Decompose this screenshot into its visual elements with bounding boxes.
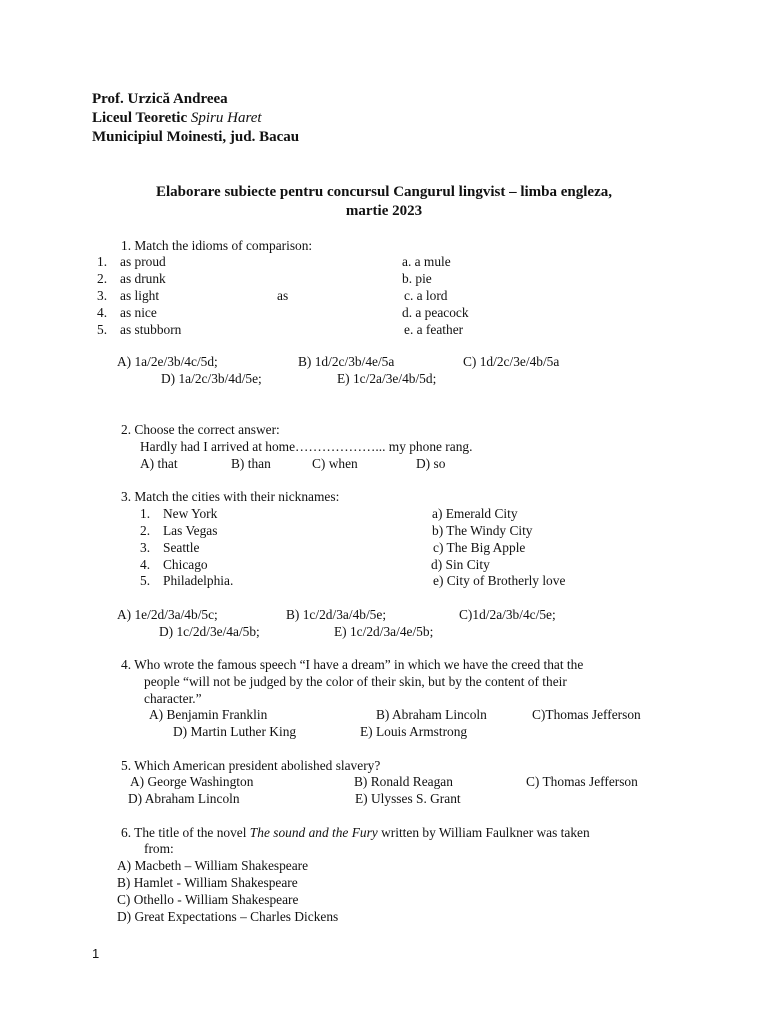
city-line: Municipiul Moinesti, jud. Bacau: [92, 129, 300, 145]
author-name: Prof. Urzică Andreea: [92, 91, 228, 107]
q5-prompt: 5. Which American president abolished slavery?: [121, 758, 381, 773]
q1-left-num: 2.: [97, 271, 108, 286]
q1-left-item: as drunk: [120, 271, 166, 286]
q4-option-d: D) Martin Luther King: [173, 724, 297, 739]
q1-answer-a: A) 1a/2e/3b/4c/5d;: [117, 354, 218, 369]
q1-left-num: 3.: [97, 288, 108, 303]
q5-option-d: D) Abraham Lincoln: [128, 791, 240, 806]
q3-left-num: 4.: [140, 557, 151, 572]
q1-prompt: 1. Match the idioms of comparison:: [121, 238, 313, 253]
q2-option-c: C) when: [312, 456, 358, 471]
q6-prompt: [121, 825, 590, 841]
q2-option-d: D) so: [416, 456, 446, 471]
q1-right-item: e. a feather: [404, 322, 464, 337]
q3-answer-b: B) 1c/2d/3a/4b/5e;: [286, 607, 387, 622]
q1-left-num: 1.: [97, 254, 108, 269]
q2-prompt: 2. Choose the correct answer:: [121, 422, 280, 437]
q5-option-a: A) George Washington: [130, 774, 254, 789]
q1-right-item: d. a peacock: [402, 305, 469, 320]
q2-sentence: Hardly had I arrived at home………………... my phone rang.: [140, 439, 473, 454]
q3-left-item: Seattle: [163, 540, 200, 555]
q6-option-a: A) Macbeth – William Shakespeare: [117, 858, 309, 873]
school-line: [92, 109, 262, 127]
q3-answer-d: D) 1c/2d/3e/4a/5b;: [159, 624, 260, 639]
q3-left-num: 5.: [140, 573, 151, 588]
q4-prompt-line: 4. Who wrote the famous speech “I have a dream” in which we have the creed that the: [121, 657, 584, 672]
q5-option-c: C) Thomas Jefferson: [526, 774, 638, 789]
q2-option-a: A) that: [140, 456, 178, 471]
q3-right-item: c) The Big Apple: [433, 540, 526, 555]
q3-right-item: a) Emerald City: [432, 506, 518, 521]
q1-answer-c: C) 1d/2c/3e/4b/5a: [463, 354, 560, 369]
q1-left-num: 4.: [97, 305, 108, 320]
q4-option-a: A) Benjamin Franklin: [149, 707, 268, 722]
q4-option-c: C)Thomas Jefferson: [532, 707, 641, 722]
q6-prompt-line2: from:: [144, 841, 174, 856]
q3-left-item: Las Vegas: [163, 523, 218, 538]
q2-option-b: B) than: [231, 456, 271, 471]
q1-right-item: c. a lord: [404, 288, 448, 303]
q3-prompt: 3. Match the cities with their nicknames:: [121, 489, 340, 504]
document-title-line1: Elaborare subiecte pentru concursul Cangurul lingvist – limba engleza,: [156, 184, 612, 200]
q3-left-num: 3.: [140, 540, 151, 555]
q1-right-item: b. pie: [402, 271, 432, 286]
q3-right-item: e) City of Brotherly love: [433, 573, 566, 588]
q4-prompt-line: people “will not be judged by the color of their skin, but by the content of their: [144, 674, 567, 689]
q1-answer-d: D) 1a/2c/3b/4d/5e;: [161, 371, 262, 386]
q4-prompt-line: character.”: [144, 691, 202, 706]
q4-option-e: E) Louis Armstrong: [360, 724, 468, 739]
q1-right-item: a. a mule: [402, 254, 451, 269]
q3-answer-c: C)1d/2a/3b/4c/5e;: [459, 607, 556, 622]
q3-left-num: 2.: [140, 523, 151, 538]
q1-left-item: as stubborn: [120, 322, 182, 337]
q1-left-item: as proud: [120, 254, 166, 269]
q1-left-num: 5.: [97, 322, 108, 337]
page-number: 1: [92, 946, 100, 961]
q5-option-b: B) Ronald Reagan: [354, 774, 453, 789]
q3-left-num: 1.: [140, 506, 151, 521]
q1-left-item: as nice: [120, 305, 157, 320]
q6-prompt-suffix: written by William Faulkner was taken: [377, 825, 590, 840]
q3-right-item: b) The Windy City: [432, 523, 533, 538]
q5-option-e: E) Ulysses S. Grant: [355, 791, 461, 806]
q1-left-item: as light: [120, 288, 160, 303]
q3-right-item: d) Sin City: [431, 557, 490, 572]
document-title-line2: martie 2023: [345, 203, 423, 219]
q1-middle-word: as: [277, 288, 289, 303]
q6-prompt-prefix: 6. The title of the novel: [121, 825, 250, 840]
school-name: Spiru Haret: [190, 110, 262, 126]
q6-option-d: D) Great Expectations – Charles Dickens: [117, 909, 339, 924]
q1-answer-e: E) 1c/2a/3e/4b/5d;: [337, 371, 437, 386]
q4-option-b: B) Abraham Lincoln: [376, 707, 487, 722]
q3-answer-e: E) 1c/2d/3a/4e/5b;: [334, 624, 434, 639]
q6-option-b: B) Hamlet - William Shakespeare: [117, 875, 298, 890]
q6-option-c: C) Othello - William Shakespeare: [117, 892, 299, 907]
q6-novel-title: The sound and the Fury: [249, 825, 378, 840]
q3-left-item: Philadelphia.: [163, 573, 234, 588]
q3-left-item: Chicago: [163, 557, 208, 572]
q3-answer-a: A) 1e/2d/3a/4b/5c;: [117, 607, 218, 622]
q3-left-item: New York: [163, 506, 218, 521]
school-prefix: Liceul Teoretic: [92, 110, 191, 126]
q1-answer-b: B) 1d/2c/3b/4e/5a: [298, 354, 395, 369]
